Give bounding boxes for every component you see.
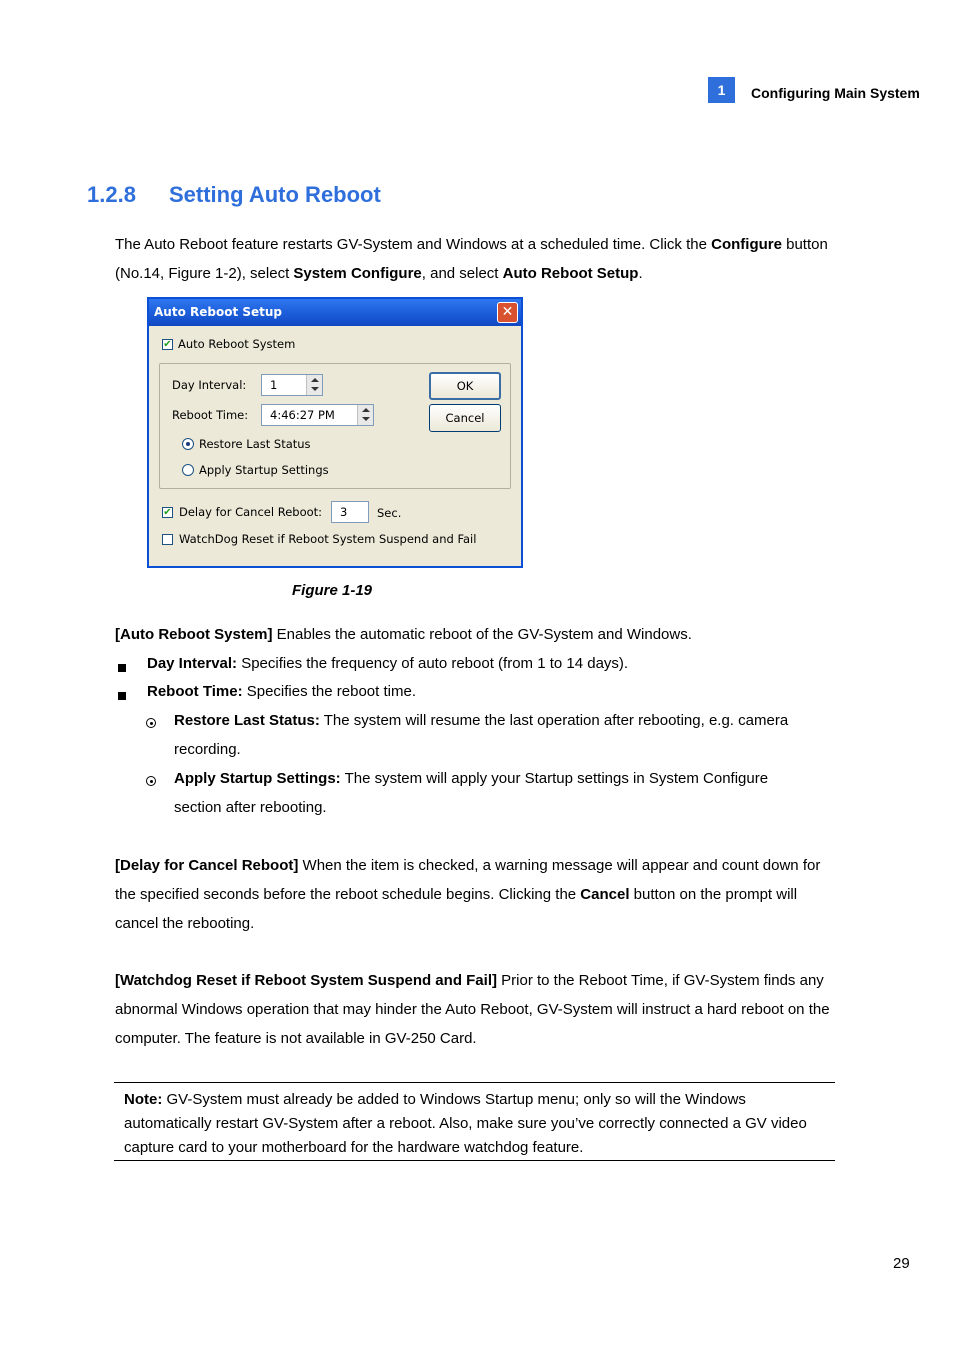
section-number: 1.2.8 — [87, 182, 136, 207]
delay-cancel-reboot-paragraph — [115, 851, 835, 938]
reboot-time-label: Reboot Time: — [172, 408, 249, 422]
dialog-title: Auto Reboot Setup — [154, 305, 283, 319]
auto-reboot-system-paragraph — [115, 620, 692, 649]
auto-reboot-setup-dialog — [147, 297, 523, 568]
day-interval-term: Day Interval: — [147, 655, 238, 672]
reboot-time-item — [147, 677, 416, 706]
intro-auto-reboot-setup-term: Auto Reboot Setup — [502, 265, 639, 282]
auto-reboot-system-desc: Enables the automatic reboot of the GV-System and Windows. — [272, 626, 692, 643]
apply-startup-settings-desc-cont: section after rebooting. — [174, 799, 327, 816]
intro-text: , and select — [421, 265, 503, 282]
reboot-settings-group — [159, 363, 511, 489]
apply-startup-settings-desc: The system will apply your Startup settings in System Configure — [340, 770, 769, 787]
reboot-time-desc: Specifies the reboot time. — [242, 683, 416, 700]
apply-startup-settings-radio[interactable] — [182, 464, 194, 476]
restore-last-status-desc-cont: recording. — [174, 741, 241, 758]
restore-last-status-desc: The system will resume the last operation after rebooting, e.g. camera — [319, 712, 789, 729]
dialog-title-bar — [149, 299, 521, 326]
apply-startup-settings-term: Apply Startup Settings: — [174, 770, 341, 787]
spin-arrows-icon[interactable] — [306, 375, 322, 395]
delay-cancel-reboot-label: Delay for Cancel Reboot: — [179, 505, 323, 519]
circle-bullet-icon — [146, 773, 156, 790]
reboot-time-stepper[interactable] — [261, 404, 374, 426]
intro-text: button (No.14, Figure 1-2), select — [115, 236, 828, 282]
delay-seconds-field[interactable]: 3 — [331, 501, 369, 523]
delay-cancel-term: Cancel — [580, 886, 630, 903]
day-interval-label: Day Interval: — [172, 378, 247, 392]
delay-cancel-reboot-checkbox[interactable]: ✔ — [163, 507, 172, 518]
apply-startup-settings-label: Apply Startup Settings — [199, 463, 329, 477]
watchdog-reset-paragraph — [115, 966, 845, 1053]
delay-cancel-reboot-desc: When the item is checked, a warning message will appear and count down for the specified seconds before the reboot schedule begins. Clicking the — [115, 857, 821, 903]
intro-text: The Auto Reboot feature restarts GV-System and Windows at a scheduled time. Click the — [115, 236, 712, 253]
auto-reboot-system-term: [Auto Reboot System] — [115, 626, 273, 643]
delay-cancel-reboot-desc-end: button on the prompt will cancel the rebooting. — [115, 886, 798, 932]
circle-bullet-icon — [146, 715, 156, 732]
watchdog-reset-term: [Watchdog Reset if Reboot System Suspend and Fail] — [115, 972, 497, 989]
watchdog-reset-desc: Prior to the Reboot Time, if GV-System finds any abnormal Windows operation that may hinder the Auto Reboot, GV-System will instruct a hard reboot on the computer. The feature is not available in GV-250 Card. — [115, 972, 830, 1047]
ok-button[interactable]: OK — [429, 372, 501, 400]
square-bullet-icon — [118, 659, 126, 676]
intro-system-configure-term: System Configure — [293, 265, 422, 282]
figure-caption: Figure 1-19 — [292, 582, 373, 599]
delay-unit-label: Sec. — [377, 506, 402, 520]
intro-paragraph — [115, 230, 840, 288]
watchdog-reset-checkbox[interactable] — [162, 534, 173, 545]
apply-startup-settings-item — [174, 764, 844, 822]
restore-last-status-term: Restore Last Status: — [174, 712, 320, 729]
spin-arrows-icon[interactable] — [357, 405, 373, 425]
chapter-title: Configuring Main System — [751, 85, 920, 101]
page-number: 29 — [893, 1255, 910, 1272]
restore-last-status-label: Restore Last Status — [199, 437, 311, 451]
reboot-time-term: Reboot Time: — [147, 683, 243, 700]
note-term: Note: — [124, 1091, 163, 1108]
note-desc: GV-System must already be added to Windows Startup menu; only so will the Windows automatically restart GV-System after a reboot. Also, make sure you’ve correctly connected a GV video capture card to your motherboard for the hardware watchdog feature. — [124, 1091, 807, 1156]
delay-cancel-reboot-term: [Delay for Cancel Reboot] — [115, 857, 299, 874]
day-interval-desc: Specifies the frequency of auto reboot (from 1 to 14 days). — [237, 655, 629, 672]
section-title-text: Setting Auto Reboot — [169, 182, 381, 207]
day-interval-item — [147, 649, 628, 678]
cancel-button[interactable]: Cancel — [429, 404, 501, 432]
auto-reboot-label: Auto Reboot System — [178, 337, 296, 351]
restore-last-status-radio[interactable] — [182, 438, 194, 450]
day-interval-stepper[interactable] — [261, 374, 323, 396]
intro-configure-term: Configure — [711, 236, 782, 253]
watchdog-reset-label: WatchDog Reset if Reboot System Suspend and Fail — [179, 532, 477, 546]
auto-reboot-checkbox[interactable]: ✔ — [163, 339, 172, 350]
square-bullet-icon — [118, 687, 126, 704]
chapter-number-badge: 1 — [708, 77, 735, 103]
day-interval-value: 1 — [270, 378, 278, 392]
restore-last-status-item — [174, 706, 844, 764]
note-text — [124, 1088, 824, 1160]
close-icon[interactable]: ✕ — [497, 302, 518, 323]
section-title — [87, 182, 381, 208]
intro-text: . — [638, 265, 643, 282]
reboot-time-value: 4:46:27 PM — [270, 408, 335, 422]
